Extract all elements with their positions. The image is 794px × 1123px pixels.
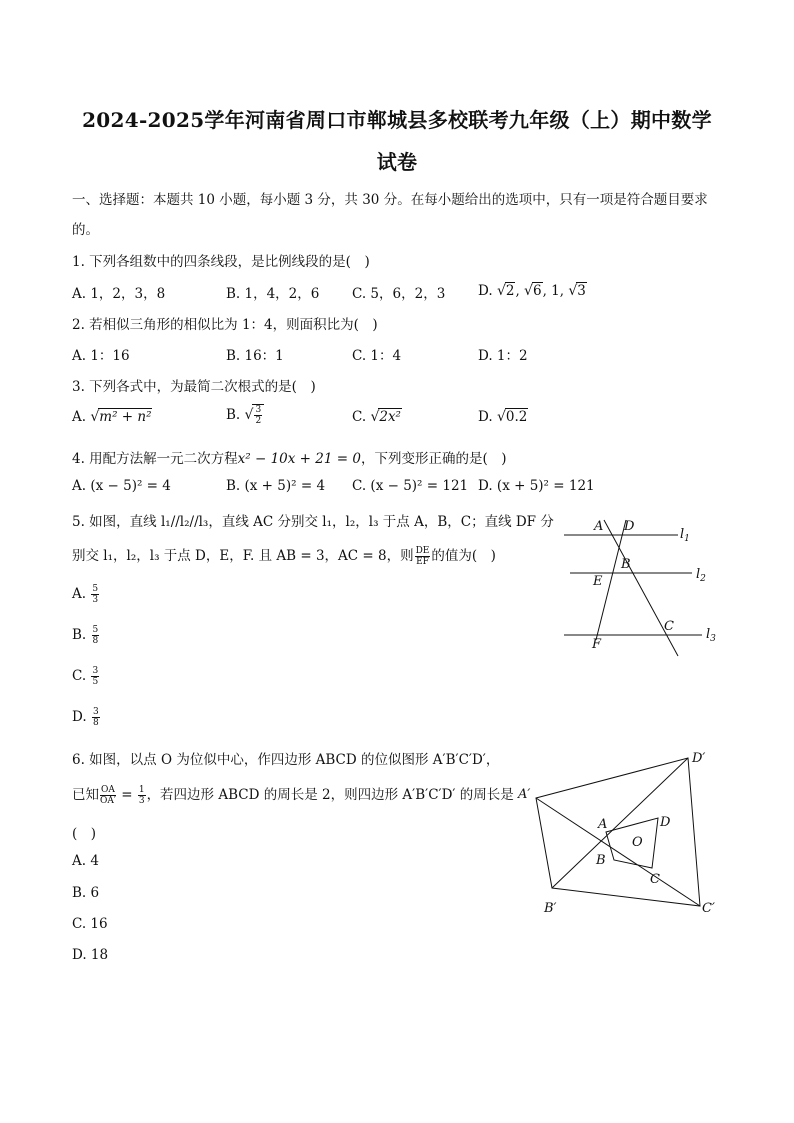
- q5-option-b: B. $\frac{5}{8}$: [72, 625, 99, 646]
- question-5-stem: 5. 如图，直线 l₁//l₂//l₃，直线 AC 分别交 l₁，l₂，l₃ 于点 A，B，C；直线 DF 分: [72, 514, 554, 530]
- q4-option-a: A. (x − 5)² = 4: [72, 478, 171, 494]
- q3-option-a: A. √m² + n²: [72, 409, 152, 425]
- label-f: F: [592, 637, 602, 652]
- label-o: O: [632, 835, 643, 850]
- q5-figure: [550, 508, 730, 663]
- label-b-prime: B′: [544, 901, 557, 916]
- label-d: D: [660, 815, 671, 830]
- question-1-stem: 1. 下列各组数中的四条线段，是比例线段的是( ): [72, 254, 370, 270]
- q6-option-b: B. 6: [72, 885, 100, 901]
- question-2-stem: 2. 若相似三角形的相似比为 1：4，则面积比为( ): [72, 317, 378, 333]
- label-a: A: [598, 817, 608, 832]
- section-heading-cont: 的。: [72, 222, 99, 238]
- question-4-stem: 4. 用配方法解一元二次方程x² − 10x + 21 = 0，下列变形正确的是( ): [72, 451, 507, 467]
- label-c: C: [664, 619, 674, 634]
- q6-option-c: C. 16: [72, 916, 108, 932]
- q2-option-d: D. 1：2: [478, 348, 528, 364]
- line-ac: [604, 520, 678, 656]
- q2-option-b: B. 16：1: [226, 348, 284, 364]
- label-c-prime: C′: [702, 901, 715, 916]
- outer-quadrilateral: [536, 758, 700, 906]
- section-heading: 一、选择题：本题共 10 小题，每小题 3 分，共 30 分。在每小题给出的选项中，只有一项是符合题目要求: [72, 192, 708, 208]
- label-l2: $l_2$: [696, 567, 706, 584]
- q1-option-b: B. 1，4，2，6: [226, 286, 320, 302]
- q1-option-c: C. 5，6，2，3: [352, 286, 446, 302]
- q6-option-d: D. 18: [72, 947, 109, 963]
- q2-option-a: A. 1：16: [72, 348, 130, 364]
- label-b: B: [596, 853, 606, 868]
- question-6-paren: ( ): [72, 826, 97, 842]
- q3-option-c: C. √2x²: [352, 409, 401, 425]
- q6-option-a: A. 4: [72, 853, 99, 869]
- label-d-prime: D′: [692, 751, 706, 766]
- question-5-stem-cont: 别交 l₁，l₂，l₃ 于点 D，E，F. 且 AB = 3，AC = 8，则 $\frac{DE}{EF}$ 的值为( ): [72, 546, 496, 567]
- q4-option-d: D. (x + 5)² = 121: [478, 478, 595, 494]
- q5-option-a: A. $\frac{5}{3}$: [72, 584, 99, 605]
- question-6-stem-cont: 已知 $\frac{OA}{OA'}$ = $\frac{1}{3}$ ，若四边形 ABCD 的周长是 2，则四边形 A′B′C′D′ 的周长是: [72, 785, 514, 806]
- q1-option-a: A. 1，2，3，8: [72, 286, 166, 302]
- q3-option-b: B. √ $\frac{3}{2}$: [226, 404, 264, 426]
- q2-option-c: C. 1：4: [352, 348, 402, 364]
- page-title: 2024-2025学年河南省周口市郸城县多校联考九年级（上）期中数学: [82, 108, 712, 132]
- label-c: C: [650, 872, 660, 887]
- q6-figure: [510, 748, 730, 920]
- label-l1: $l_1$: [680, 527, 690, 544]
- label-l3: $l_3$: [706, 627, 716, 644]
- label-a: A: [594, 519, 604, 534]
- label-e: E: [593, 574, 603, 589]
- label-d: D: [624, 519, 635, 534]
- q5-option-d: D. $\frac{3}{8}$: [72, 707, 99, 728]
- label-b: B: [621, 557, 631, 572]
- q4-option-c: C. (x − 5)² = 121: [352, 478, 469, 494]
- page-title-line2: 试卷: [376, 150, 418, 174]
- q1-option-d: D. √2, √6, 1, √3: [478, 283, 586, 299]
- question-3-stem: 3. 下列各式中，为最简二次根式的是( ): [72, 379, 316, 395]
- q3-option-d: D. √0.2: [478, 409, 528, 425]
- label-a-prime: A′: [518, 787, 531, 802]
- q4-option-b: B. (x + 5)² = 4: [226, 478, 326, 494]
- q5-option-c: C. $\frac{3}{5}$: [72, 666, 99, 687]
- question-6-stem: 6. 如图，以点 O 为位似中心，作四边形 ABCD 的位似图形 A′B′C′D′，: [72, 752, 500, 768]
